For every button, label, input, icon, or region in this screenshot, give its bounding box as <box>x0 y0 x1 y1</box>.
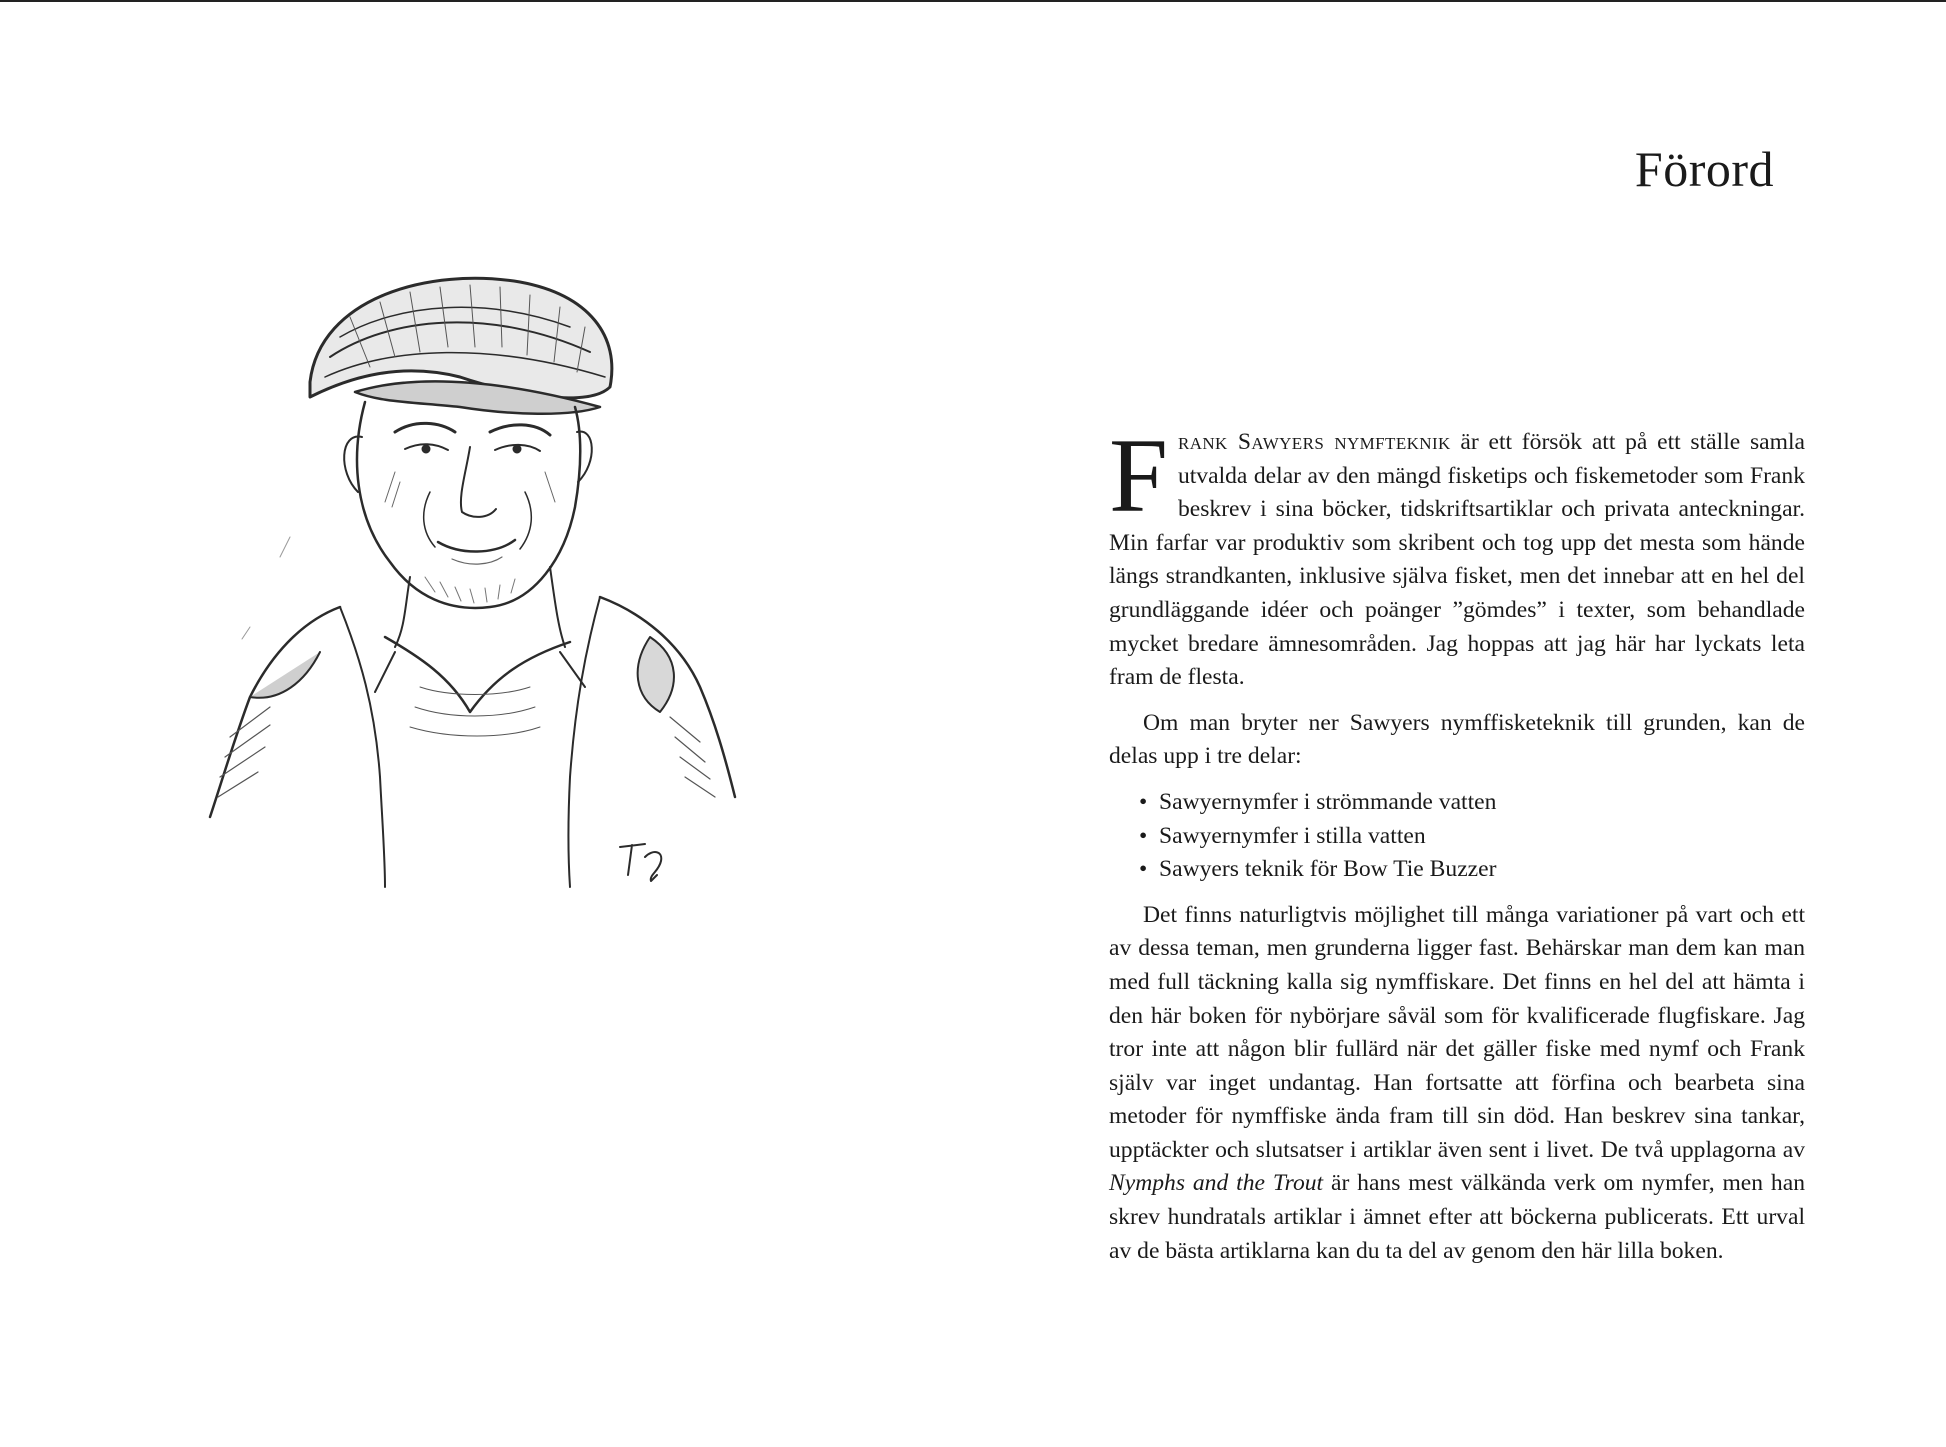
paragraph-2: Om man bryter ner Sawyers nymffisketeknik till grunden, kan de delas upp i tre delar: <box>1109 709 1805 770</box>
bullet-item: • Sawyernymfer i strömmande vatten <box>1139 786 1805 820</box>
bullet-item: • Sawyernymfer i stilla vatten <box>1139 820 1805 854</box>
drop-cap: F <box>1109 417 1168 534</box>
bullet-item: • Sawyers teknik för Bow Tie Buzzer <box>1139 853 1805 887</box>
portrait-sketch <box>190 257 770 907</box>
paragraph-3-text-end: är hans mest välkända verk om nymfer, men han skrev hundratals artiklar i ämnet efter att böckerna publicerats. Ett urval av de bästa artiklarna kan du ta del av genom den här lilla boken. <box>1109 1170 1805 1264</box>
bullet-list <box>1109 786 1805 887</box>
paragraph-3 <box>1109 899 1805 1269</box>
right-page <box>973 2 1946 1447</box>
body-text <box>1109 417 1805 1280</box>
intro-text: är ett försök att på ett ställe samla utvalda delar av den mängd fisketips och fiskemetoder som Frank beskrev i sina böcker, tidskriftsartiklar och privata anteckningar. Min farfar var produktiv som skribent och tog upp det mesta som hände längs strandkanten, inklusive själva fisket, men det innebar att en hel del grundläggande idéer och poänger ”gömdes” i texter, som behandlade mycket bredare ämnesområden. Jag hoppas att jag här har lyckats leta fram de flesta. <box>1109 429 1805 691</box>
book-title: Nymphs and the Trout <box>1109 1170 1324 1197</box>
chapter-title: Förord <box>1634 141 1774 197</box>
left-page <box>0 2 973 1447</box>
intro-paragraph <box>1109 417 1805 695</box>
portrait-illustration <box>190 257 770 907</box>
paragraph-3-text: Det finns naturligtvis möjlighet till många variationer på vart och ett av dessa teman, men grunderna ligger fast. Behärskar man dem kan man med full täckning kalla sig nymffiskare. Det finns en hel del att hämta i den här boken för nybörjare såväl som för kvalificerade flugfiskare. Jag tror inte att någon blir fullärd när det gäller fiske med nymf och Frank själv var inget undantag. Han fortsatte att förfina och bearbeta sina metoder för nymffiske ända fram till sin död. Han beskrev sina tankar, upptäckter och slutsatser i artiklar även sent i livet. De två upplagorna av <box>1109 901 1805 1163</box>
intro-smallcaps: rank Sawyers nymfteknik <box>1177 429 1451 455</box>
book-spread <box>0 2 1946 1447</box>
